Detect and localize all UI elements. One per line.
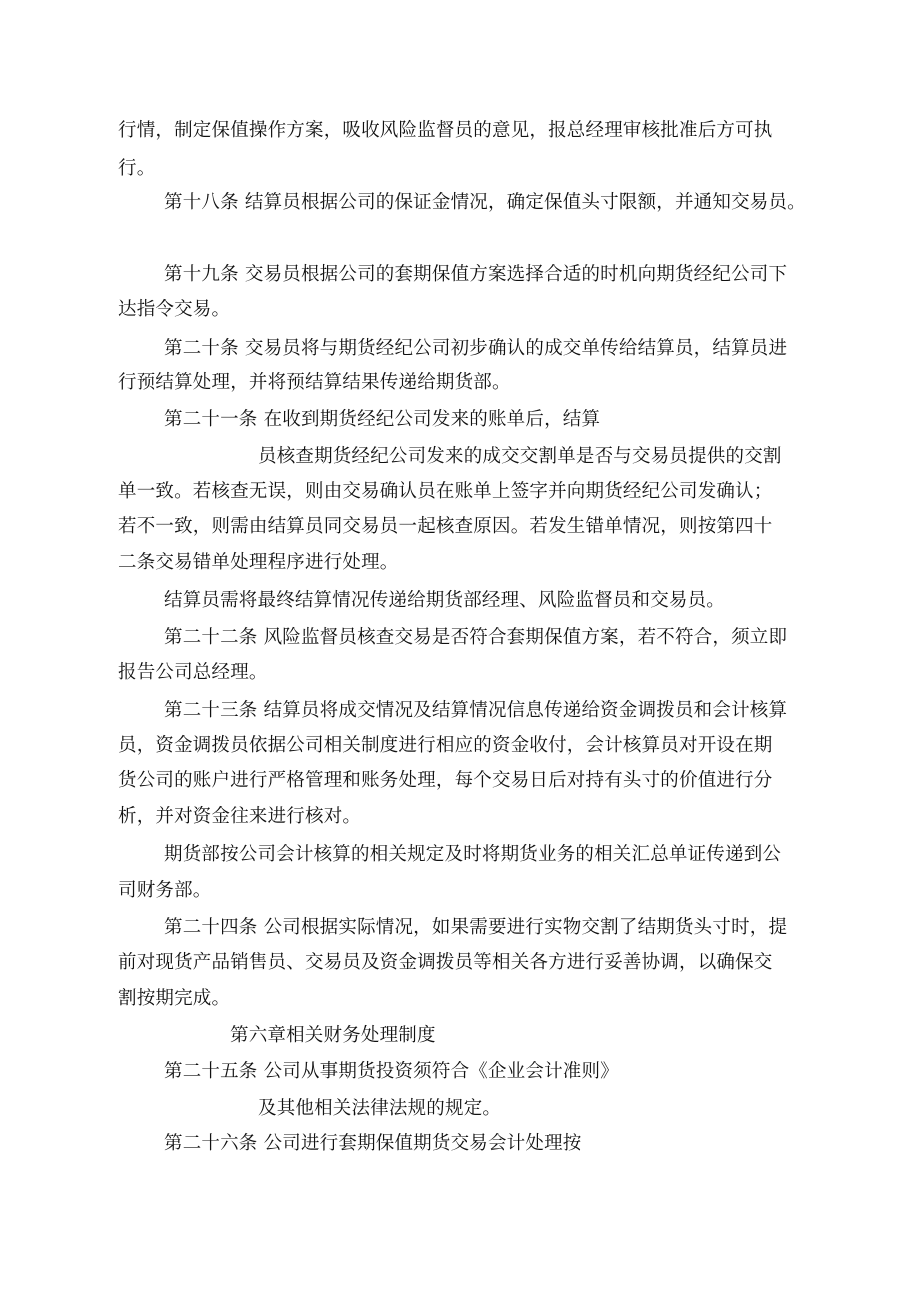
text-line: 前对现货产品销售员、交易员及资金调拨员等相关各方进行妥善协调，以确保交 — [118, 952, 773, 973]
text-line: 行。 — [118, 158, 156, 179]
text-line: 员核查期货经纪公司发来的成交交割单是否与交易员提供的交割 — [258, 446, 782, 467]
text-line: 第二十三条 结算员将成交情况及结算情况信息传递给资金调拨员和会计核算 — [164, 700, 788, 721]
text-line: 达指令交易。 — [118, 299, 231, 320]
text-line: 结算员需将最终结算情况传递给期货部经理、风险监督员和交易员。 — [164, 590, 726, 611]
text-line: 第二十四条 公司根据实际情况，如果需要进行实物交割了结期货头寸时，提 — [164, 917, 788, 938]
text-line: 第十九条 交易员根据公司的套期保值方案选择合适的时机向期货经纪公司下 — [164, 264, 788, 285]
text-line: 及其他相关法律法规的规定。 — [258, 1098, 502, 1119]
text-line: 若不一致，则需由结算员同交易员一起核查原因。若发生错单情况，则按第四十 — [118, 516, 773, 537]
text-line: 第二十条 交易员将与期货经纪公司初步确认的成交单传给结算员，结算员进 — [164, 338, 788, 359]
text-line: 二条交易错单处理程序进行处理。 — [118, 552, 399, 573]
text-line: 员，资金调拨员依据公司相关制度进行相应的资金收付，会计核算员对开设在期 — [118, 735, 773, 756]
chapter-heading: 第六章相关财务处理制度 — [230, 1025, 436, 1046]
text-line: 第二十二条 风险监督员核查交易是否符合套期保值方案，若不符合，须立即 — [164, 627, 788, 648]
text-line: 司财务部。 — [118, 880, 212, 901]
text-line: 单一致。若核查无误，则由交易确认员在账单上签字并向期货经纪公司发确认； — [118, 481, 773, 502]
text-line: 第二十一条 在收到期货经纪公司发来的账单后，结算 — [164, 409, 601, 430]
text-line: 第十八条 结算员根据公司的保证金情况，确定保值头寸限额，并通知交易员。 — [164, 192, 806, 213]
text-line: 析，并对资金往来进行核对。 — [118, 806, 362, 827]
text-line: 第二十六条 公司进行套期保值期货交易会计处理按 — [164, 1133, 582, 1154]
text-line: 报告公司总经理。 — [118, 662, 268, 683]
text-line: 行预结算处理，并将预结算结果传递给期货部。 — [118, 372, 511, 393]
text-line: 割按期完成。 — [118, 988, 231, 1009]
text-line: 货公司的账户进行严格管理和账务处理，每个交易日后对持有头寸的价值进行分 — [118, 770, 773, 791]
text-line: 期货部按公司会计核算的相关规定及时将期货业务的相关汇总单证传递到公 — [164, 844, 782, 865]
text-line: 行情，制定保值操作方案，吸收风险监督员的意见，报总经理审核批准后方可执 — [118, 120, 773, 141]
text-line: 第二十五条 公司从事期货投资须符合《企业会计准则》 — [164, 1061, 619, 1082]
